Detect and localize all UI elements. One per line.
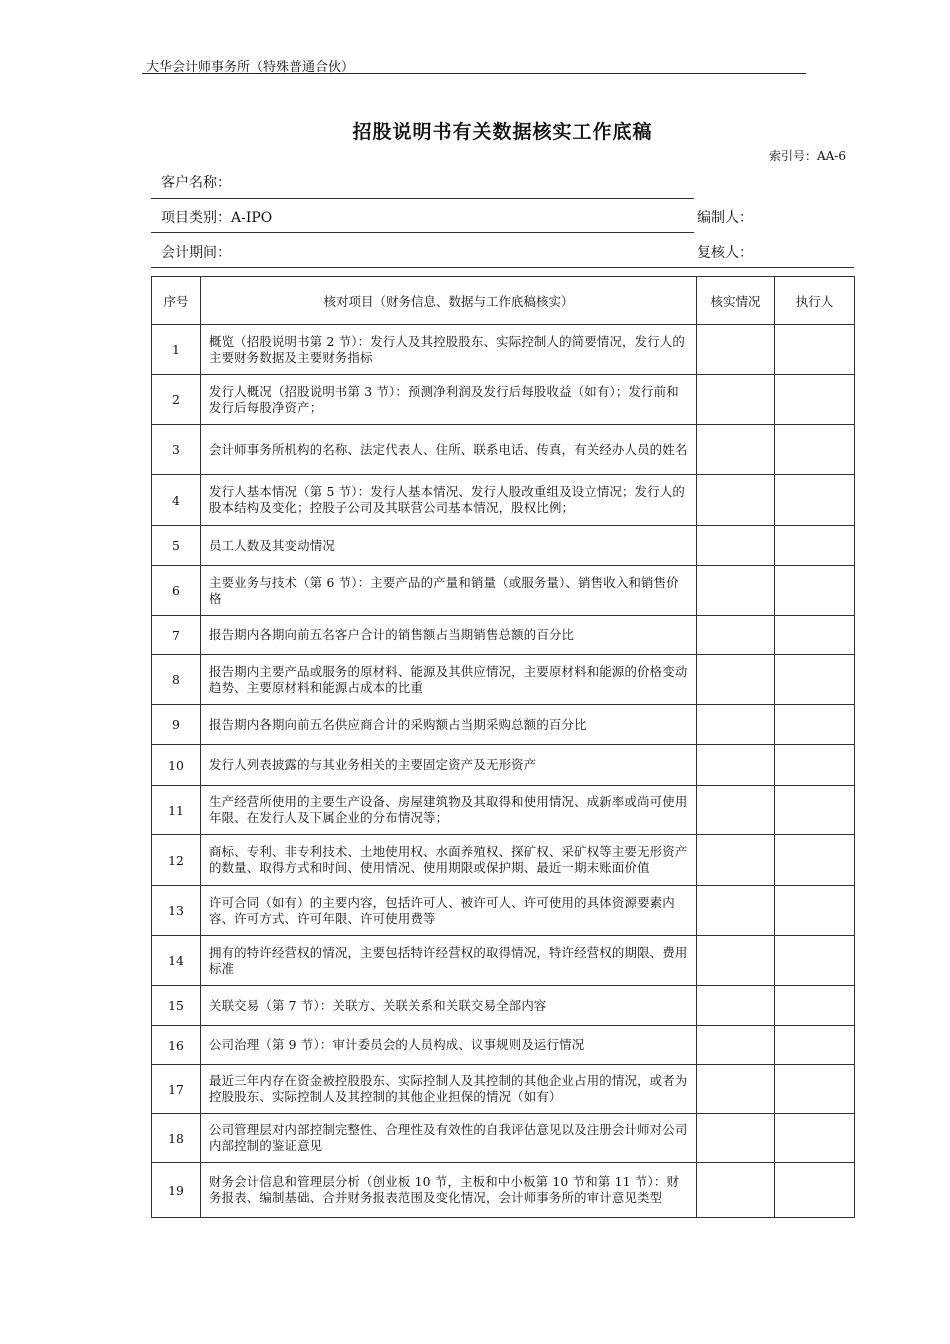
row-item: 报告期内各期向前五名客户合计的销售额占当期销售总额的百分比	[201, 616, 697, 655]
table-row	[152, 425, 855, 475]
table-row	[152, 475, 855, 526]
table-row	[152, 786, 855, 835]
row-item: 员工人数及其变动情况	[201, 526, 697, 566]
document-title: 招股说明书有关数据核实工作底稿	[352, 121, 653, 143]
column-header-executor: 执行人	[775, 277, 855, 325]
row-number: 12	[152, 835, 201, 886]
table-row	[152, 566, 855, 616]
row-status-cell[interactable]	[697, 936, 775, 986]
row-item: 拥有的特许经营权的情况，主要包括特许经营权的取得情况，特许经营权的期限、费用标准	[201, 936, 697, 986]
row-executor-cell[interactable]	[775, 1163, 855, 1218]
row-executor-cell[interactable]	[775, 1026, 855, 1065]
table-row	[152, 1163, 855, 1218]
row-item: 最近三年内存在资金被控股股东、实际控制人及其控制的其他企业占用的情况，或者为控股股东、实际控制人及其控制的其他企业担保的情况（如有）	[201, 1065, 697, 1114]
row-item: 许可合同（如有）的主要内容，包括许可人、被许可人、许可使用的具体资源要素内容、许可方式、许可年限、许可使用费等	[201, 886, 697, 936]
row-status-cell[interactable]	[697, 425, 775, 475]
row-number: 10	[152, 745, 201, 786]
row-status-cell[interactable]	[697, 745, 775, 786]
row-number: 8	[152, 655, 201, 705]
row-status-cell[interactable]	[697, 705, 775, 745]
row-executor-cell[interactable]	[775, 886, 855, 936]
row-executor-cell[interactable]	[775, 655, 855, 705]
row-executor-cell[interactable]	[775, 936, 855, 986]
accounting-period-line	[151, 267, 854, 268]
row-executor-cell[interactable]	[775, 745, 855, 786]
column-header-no: 序号	[152, 277, 201, 325]
row-item: 报告期内主要产品或服务的原材料、能源及其供应情况，主要原材料和能源的价格变动趋势、主要原材料和能源占成本的比重	[201, 655, 697, 705]
table-row	[152, 986, 855, 1026]
row-number: 14	[152, 936, 201, 986]
verification-table	[151, 276, 855, 1218]
row-item: 关联交易（第 7 节）：关联方、关联关系和关联交易全部内容	[201, 986, 697, 1026]
row-item: 财务会计信息和管理层分析（创业板 10 节，主板和中小板第 10 节和第 11 节）：财务报表、编制基础、合并财务报表范围及变化情况，会计师事务所的审计意见类型	[201, 1163, 697, 1218]
table-row	[152, 1026, 855, 1065]
row-number: 17	[152, 1065, 201, 1114]
accounting-period-label: 会计期间：	[161, 245, 231, 261]
table-row	[152, 655, 855, 705]
table-header-row	[152, 277, 855, 325]
row-status-cell[interactable]	[697, 886, 775, 936]
row-item: 公司治理（第 9 节）：审计委员会的人员构成、议事规则及运行情况	[201, 1026, 697, 1065]
client-name-line	[151, 198, 694, 199]
row-executor-cell[interactable]	[775, 325, 855, 375]
row-number: 3	[152, 425, 201, 475]
client-name-label: 客户名称：	[161, 175, 231, 191]
row-number: 18	[152, 1114, 201, 1163]
row-status-cell[interactable]	[697, 986, 775, 1026]
row-status-cell[interactable]	[697, 1065, 775, 1114]
table-row	[152, 325, 855, 375]
row-executor-cell[interactable]	[775, 425, 855, 475]
row-number: 16	[152, 1026, 201, 1065]
header-rule	[142, 73, 806, 74]
table-row	[152, 616, 855, 655]
row-status-cell[interactable]	[697, 655, 775, 705]
table-row	[152, 745, 855, 786]
row-item: 公司管理层对内部控制完整性、合理性及有效性的自我评估意见以及注册会计师对公司内部控制的鉴证意见	[201, 1114, 697, 1163]
row-number: 13	[152, 886, 201, 936]
row-status-cell[interactable]	[697, 835, 775, 886]
row-number: 4	[152, 475, 201, 526]
row-item: 报告期内各期向前五名供应商合计的采购额占当期采购总额的百分比	[201, 705, 697, 745]
row-status-cell[interactable]	[697, 526, 775, 566]
row-number: 7	[152, 616, 201, 655]
row-executor-cell[interactable]	[775, 835, 855, 886]
row-executor-cell[interactable]	[775, 566, 855, 616]
row-status-cell[interactable]	[697, 616, 775, 655]
row-item: 发行人列表披露的与其业务相关的主要固定资产及无形资产	[201, 745, 697, 786]
table-row	[152, 1065, 855, 1114]
row-item: 会计师事务所机构的名称、法定代表人、住所、联系电话、传真，有关经办人员的姓名	[201, 425, 697, 475]
row-executor-cell[interactable]	[775, 526, 855, 566]
column-header-item: 核对项目（财务信息、数据与工作底稿核实）	[201, 277, 697, 325]
table-row	[152, 526, 855, 566]
row-status-cell[interactable]	[697, 375, 775, 425]
table-row	[152, 886, 855, 936]
row-executor-cell[interactable]	[775, 375, 855, 425]
index-number: 索引号：AA-6	[768, 149, 846, 163]
row-status-cell[interactable]	[697, 325, 775, 375]
row-status-cell[interactable]	[697, 475, 775, 526]
row-status-cell[interactable]	[697, 566, 775, 616]
project-type-line	[151, 232, 694, 233]
row-executor-cell[interactable]	[775, 475, 855, 526]
row-executor-cell[interactable]	[775, 1114, 855, 1163]
table-row	[152, 375, 855, 425]
table-row	[152, 835, 855, 886]
row-executor-cell[interactable]	[775, 616, 855, 655]
table-row	[152, 1114, 855, 1163]
table-row	[152, 936, 855, 986]
reviewer-label: 复核人：	[697, 245, 753, 261]
row-item: 发行人概况（招股说明书第 3 节）：预测净利润及发行后每股收益（如有）；发行前和发行后每股净资产；	[201, 375, 697, 425]
row-number: 1	[152, 325, 201, 375]
row-item: 发行人基本情况（第 5 节）：发行人基本情况、发行人股改重组及设立情况；发行人的股本结构及变化；控股子公司及其联营公司基本情况，股权比例；	[201, 475, 697, 526]
row-executor-cell[interactable]	[775, 705, 855, 745]
row-item: 主要业务与技术（第 6 节）：主要产品的产量和销量（或服务量）、销售收入和销售价格	[201, 566, 697, 616]
row-item: 概览（招股说明书第 2 节）：发行人及其控股股东、实际控制人的简要情况，发行人的主要财务数据及主要财务指标	[201, 325, 697, 375]
row-status-cell[interactable]	[697, 786, 775, 835]
preparer-label: 编制人：	[697, 210, 753, 226]
column-header-status: 核实情况	[697, 277, 775, 325]
row-number: 5	[152, 526, 201, 566]
row-number: 11	[152, 786, 201, 835]
row-number: 19	[152, 1163, 201, 1218]
row-status-cell[interactable]	[697, 1114, 775, 1163]
project-type-label: 项目类别：A-IPO	[161, 210, 273, 226]
table-row	[152, 705, 855, 745]
row-number: 9	[152, 705, 201, 745]
row-item: 商标、专利、非专利技术、土地使用权、水面养殖权、探矿权、采矿权等主要无形资产的数量、取得方式和时间、使用情况、使用期限或保护期、最近一期末账面价值	[201, 835, 697, 886]
row-number: 15	[152, 986, 201, 1026]
row-number: 2	[152, 375, 201, 425]
row-executor-cell[interactable]	[775, 1065, 855, 1114]
firm-name: 大华会计师事务所（特殊普通合伙）	[146, 60, 355, 75]
row-number: 6	[152, 566, 201, 616]
row-executor-cell[interactable]	[775, 986, 855, 1026]
row-status-cell[interactable]	[697, 1026, 775, 1065]
row-item: 生产经营所使用的主要生产设备、房屋建筑物及其取得和使用情况、成新率或尚可使用年限、在发行人及下属企业的分布情况等；	[201, 786, 697, 835]
row-executor-cell[interactable]	[775, 786, 855, 835]
row-status-cell[interactable]	[697, 1163, 775, 1218]
